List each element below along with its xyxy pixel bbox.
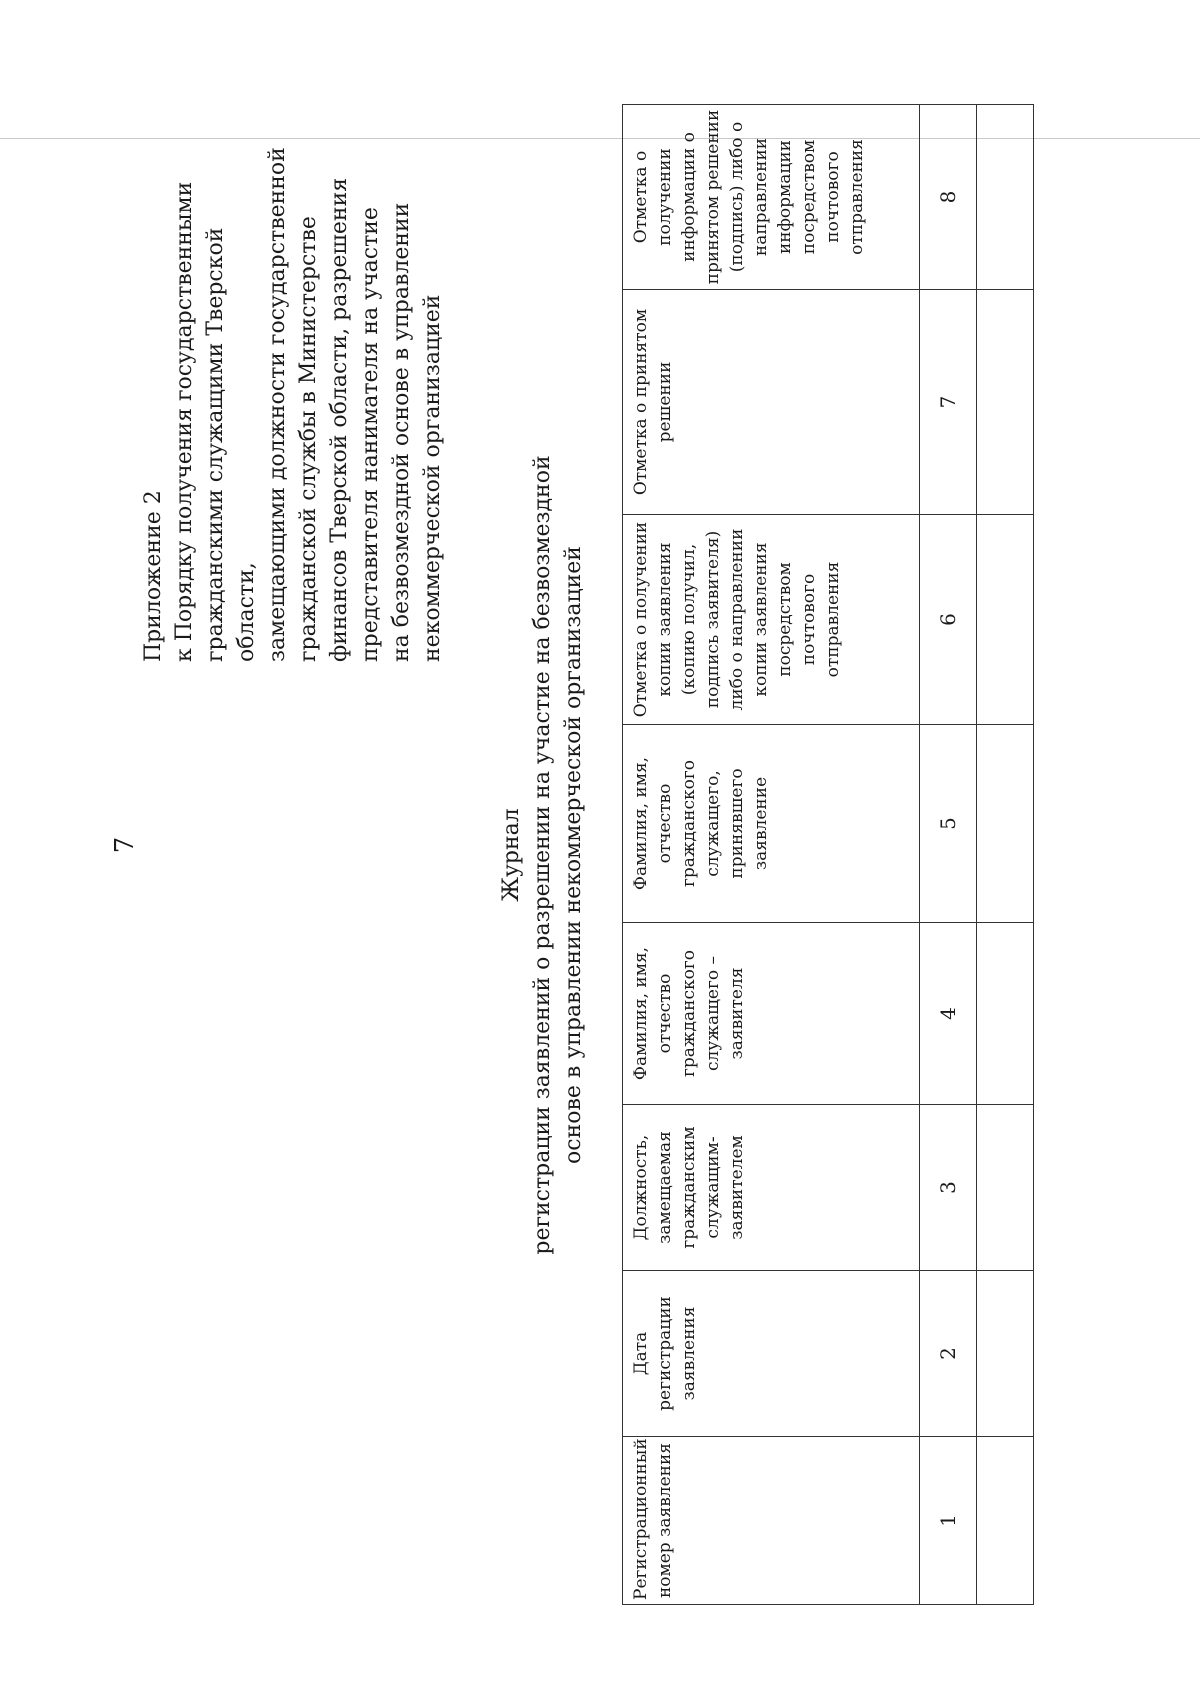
empty-cell	[977, 1437, 1034, 1605]
column-number: 4	[920, 923, 977, 1105]
journal-heading	[496, 405, 589, 1305]
appendix-line: некоммерческой организацией	[420, 294, 445, 662]
header-decision-mark: Отметка о принятом решении	[623, 290, 920, 515]
empty-cell	[977, 515, 1034, 725]
empty-cell	[977, 1271, 1034, 1437]
empty-cell	[977, 725, 1034, 923]
column-number: 8	[920, 105, 977, 290]
journal-subtitle-line: регистрации заявлений о разрешении на участие на безвозмездной	[530, 455, 555, 1255]
header-decision-info-mark: Отметка о получении информации о принятом решении (подпись) либо о направлении информации посредством почтового отправления	[623, 105, 920, 290]
column-number: 7	[920, 290, 977, 515]
journal-table	[622, 104, 1034, 1605]
appendix-line: на безвозмездной основе в управлении	[389, 202, 414, 662]
header-reg-number: Регистрационный номер заявления	[623, 1437, 920, 1605]
appendix-line: к Порядку получения государственными	[172, 181, 197, 662]
empty-cell	[977, 290, 1034, 515]
appendix-line: представителя нанимателя на участие	[358, 207, 383, 662]
header-copy-mark: Отметка о получении копии заявления (копию получил, подпись заявителя) либо о направлении копии заявления посредством почтового отправления	[623, 515, 920, 725]
column-number: 3	[920, 1105, 977, 1271]
column-number: 5	[920, 725, 977, 923]
table-header-row	[623, 105, 920, 1605]
appendix-line: гражданскими служащими Тверской	[203, 227, 228, 662]
appendix-line: замещающими должности государственной	[265, 147, 290, 662]
empty-cell	[977, 1105, 1034, 1271]
column-number: 2	[920, 1271, 977, 1437]
journal-title: Журнал	[499, 808, 524, 902]
header-reg-date: Дата регистрации заявления	[623, 1271, 920, 1437]
header-receiver-name: Фамилия, имя, отчество гражданского служащего, принявшего заявление	[623, 725, 920, 923]
column-number: 6	[920, 515, 977, 725]
appendix-block	[138, 62, 448, 662]
appendix-line: гражданской службы в Министерстве	[296, 216, 321, 662]
header-position: Должность, замещаемая гражданским служащим-заявителем	[623, 1105, 920, 1271]
header-applicant-name: Фамилия, имя, отчество гражданского служащего – заявителя	[623, 923, 920, 1105]
appendix-line: финансов Тверской области, разрешения	[327, 177, 352, 662]
table-number-row	[920, 105, 977, 1605]
appendix-line: области,	[234, 562, 259, 662]
empty-cell	[977, 105, 1034, 290]
column-number: 1	[920, 1437, 977, 1605]
page-number: 7	[110, 836, 140, 854]
appendix-line: Приложение 2	[141, 490, 166, 662]
empty-cell	[977, 923, 1034, 1105]
journal-subtitle-line: основе в управлении некоммерческой организацией	[561, 546, 586, 1164]
table-empty-row	[977, 105, 1034, 1605]
